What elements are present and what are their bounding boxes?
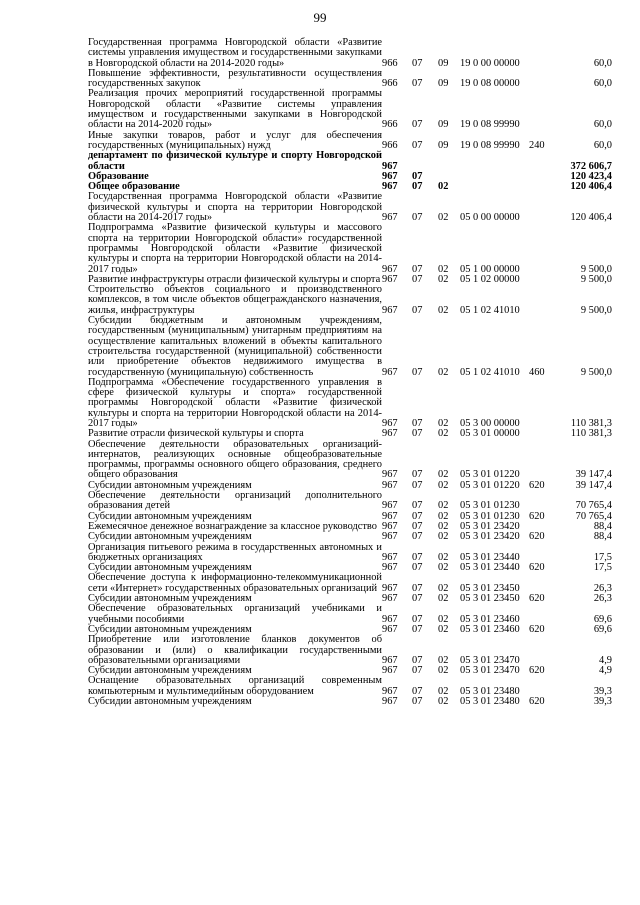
target-item-code: 05 3 01 23450 xyxy=(460,582,520,594)
amount: 110 381,3 xyxy=(570,417,612,429)
department-code: 967 xyxy=(382,510,398,522)
section-code: 07 xyxy=(412,654,423,666)
department-code: 967 xyxy=(382,417,398,429)
target-item-code: 05 3 01 01230 xyxy=(460,500,520,512)
expense-type-code xyxy=(529,378,553,429)
target-item-code: 05 3 01 23420 xyxy=(460,531,520,543)
expense-type-code xyxy=(529,429,553,439)
subsection-code: 02 xyxy=(438,304,449,316)
expense-type-code xyxy=(529,223,553,274)
expense-type-code xyxy=(529,182,553,192)
department-code: 967 xyxy=(382,366,398,378)
target-item-code: 05 3 00 00000 xyxy=(460,417,520,429)
section-code: 07 xyxy=(412,510,423,522)
row-name: Субсидии автономным учреждениям xyxy=(88,562,252,574)
department-code: 967 xyxy=(382,469,398,481)
amount: 120 406,4 xyxy=(570,181,612,193)
department-code: 967 xyxy=(382,428,398,440)
table-row xyxy=(88,378,612,429)
department-code: 967 xyxy=(382,685,398,697)
row-name: Субсидии автономным учреждениям xyxy=(88,531,252,543)
expense-type-code xyxy=(529,275,553,285)
amount: 39,3 xyxy=(593,685,612,697)
table-row xyxy=(88,573,612,594)
subsection-code: 09 xyxy=(438,139,449,151)
expense-type-code xyxy=(529,635,553,666)
amount: 70 765,4 xyxy=(575,510,612,522)
department-code: 967 xyxy=(382,304,398,316)
section-code: 07 xyxy=(412,665,423,677)
expense-type-code: 240 xyxy=(529,139,545,151)
target-item-code: 19 0 08 00000 xyxy=(460,78,520,90)
subsection-code: 02 xyxy=(438,181,449,193)
table-row xyxy=(88,89,612,130)
expense-type-code: 620 xyxy=(529,665,545,677)
department-code: 967 xyxy=(382,593,398,605)
amount: 9 500,0 xyxy=(580,263,612,275)
section-code: 07 xyxy=(412,623,423,635)
expense-type-code xyxy=(529,440,553,481)
expense-type-code xyxy=(529,604,553,625)
section-code: 07 xyxy=(412,139,423,151)
target-item-code: 19 0 08 99990 xyxy=(460,119,520,131)
department-code: 967 xyxy=(382,562,398,574)
section-code: 07 xyxy=(412,582,423,594)
amount: 372 606,7 xyxy=(570,160,612,172)
expense-type-code xyxy=(529,69,553,90)
row-name: Подпрограмма «Развитие физической культуры и массового спорта на территории Новгородской области» государственной программы Новгородской области «Развитие физической культуры и спорта на территории Новгородской области на 2014-2017 годы» xyxy=(88,222,382,275)
target-item-code xyxy=(460,182,529,192)
section-code: 07 xyxy=(412,551,423,563)
target-item-code: 05 0 00 00000 xyxy=(460,212,520,224)
amount: 60,0 xyxy=(593,119,612,131)
table-row xyxy=(88,192,612,223)
row-name: Подпрограмма «Обеспечение государственного управления в сфере физической культуры и спорта» государственной программы Новгородской области «Развитие физической культуры и спорта на территории Новгородской области на 2014-2017 годы» xyxy=(88,376,382,429)
expense-type-code xyxy=(529,491,553,512)
subsection-code: 02 xyxy=(438,562,449,574)
subsection-code: 02 xyxy=(438,263,449,275)
department-code: 967 xyxy=(382,273,398,285)
section-code: 07 xyxy=(412,428,423,440)
amount: 9 500,0 xyxy=(580,273,612,285)
amount: 120 406,4 xyxy=(570,212,612,224)
department-code: 967 xyxy=(382,665,398,677)
expense-type-code xyxy=(529,38,553,69)
row-name: Иные закупки товаров, работ и услуг для обеспечения государственных (муниципальных) нужд xyxy=(88,129,382,151)
row-name: Развитие инфраструктуры отрасли физической культуры и спорта xyxy=(88,273,381,285)
table-row xyxy=(88,131,612,152)
expense-type-code xyxy=(529,285,553,316)
table-row xyxy=(88,635,612,666)
amount: 4,9 xyxy=(599,654,612,666)
subsection-code: 02 xyxy=(438,531,449,543)
subsection-code xyxy=(438,151,460,172)
section-code: 07 xyxy=(412,212,423,224)
department-code: 967 xyxy=(382,531,398,543)
section-code: 07 xyxy=(412,500,423,512)
target-item-code: 05 3 01 23460 xyxy=(460,623,520,635)
section-code: 07 xyxy=(412,78,423,90)
section-code: 07 xyxy=(412,531,423,543)
amount: 39 147,4 xyxy=(575,479,612,491)
subsection-code: 09 xyxy=(438,78,449,90)
amount: 120 423,4 xyxy=(570,170,612,182)
row-name: Общее образование xyxy=(88,181,180,193)
target-item-code: 05 3 01 01230 xyxy=(460,510,520,522)
target-item-code: 05 3 01 23440 xyxy=(460,551,520,563)
section-code: 07 xyxy=(412,263,423,275)
target-item-code: 05 3 01 23470 xyxy=(460,654,520,666)
expense-type-code xyxy=(529,89,553,130)
subsection-code: 02 xyxy=(438,479,449,491)
table-row xyxy=(88,532,612,542)
target-item-code: 05 3 01 23480 xyxy=(460,685,520,697)
row-name: департамент по физической культуре и спорту Новгородской области xyxy=(88,150,382,172)
section-code: 07 xyxy=(412,304,423,316)
row-name: Оснащение образовательных организаций современным компьютерным и мультимедийным оборудованием xyxy=(88,675,382,697)
section-code: 07 xyxy=(412,119,423,131)
subsection-code: 02 xyxy=(438,665,449,677)
budget-table xyxy=(88,38,612,707)
row-name: Обеспечение деятельности образовательных организаций-интернатов, реализующих основные общеобразовательные программы, программы основного общего образования, среднего общего образования xyxy=(88,438,382,481)
amount: 60,0 xyxy=(593,57,612,69)
expense-type-code: 620 xyxy=(529,623,545,635)
table-row xyxy=(88,38,612,69)
amount: 70 765,4 xyxy=(575,500,612,512)
subsection-code: 02 xyxy=(438,685,449,697)
subsection-code: 02 xyxy=(438,696,449,707)
subsection-code: 09 xyxy=(438,57,449,69)
department-code: 967 xyxy=(382,551,398,563)
table-row xyxy=(88,316,612,378)
section-code: 07 xyxy=(412,593,423,605)
department-code: 966 xyxy=(382,78,398,90)
expense-type-code xyxy=(529,676,553,697)
amount: 88,4 xyxy=(593,520,612,532)
department-code: 967 xyxy=(382,623,398,635)
amount: 26,3 xyxy=(593,593,612,605)
target-item-code: 05 3 01 23470 xyxy=(460,665,520,677)
target-item-code: 05 3 01 00000 xyxy=(460,428,520,440)
expense-type-code: 620 xyxy=(529,593,545,605)
table-row xyxy=(88,604,612,625)
amount: 39 147,4 xyxy=(575,469,612,481)
expense-type-code: 620 xyxy=(529,479,545,491)
row-name: Государственная программа Новгородской области «Развитие физической культуры и спорта на территории Новгородской области на 2014-2017 годы» xyxy=(88,191,382,224)
expense-type-code: 620 xyxy=(529,562,545,574)
subsection-code: 02 xyxy=(438,582,449,594)
section-code: 07 xyxy=(412,562,423,574)
subsection-code: 02 xyxy=(438,520,449,532)
page-number: 99 xyxy=(313,10,327,25)
section-code: 07 xyxy=(412,479,423,491)
expense-type-code xyxy=(529,573,553,594)
section-code: 07 xyxy=(412,170,423,182)
target-item-code: 05 3 01 01220 xyxy=(460,469,520,481)
amount: 60,0 xyxy=(593,139,612,151)
section-code: 07 xyxy=(412,366,423,378)
target-item-code: 05 1 02 41010 xyxy=(460,304,520,316)
expense-type-code xyxy=(529,192,553,223)
table-row xyxy=(88,543,612,564)
section-code: 07 xyxy=(412,696,423,707)
amount: 26,3 xyxy=(593,582,612,594)
section-code: 07 xyxy=(412,181,423,193)
subsection-code: 02 xyxy=(438,623,449,635)
table-row xyxy=(88,697,612,707)
target-item-code xyxy=(460,151,529,172)
amount: 60,0 xyxy=(593,78,612,90)
expense-type-code xyxy=(529,543,553,564)
department-code: 967 xyxy=(382,160,398,172)
subsection-code: 02 xyxy=(438,613,449,625)
department-code: 967 xyxy=(382,520,398,532)
expense-type-code: 460 xyxy=(529,366,545,378)
row-name: Обеспечение образовательных организаций учебниками и учебными пособиями xyxy=(88,603,382,625)
section-code: 07 xyxy=(412,57,423,69)
amount: 39,3 xyxy=(593,696,612,707)
row-name: Приобретение или изготовление бланков документов об образовании и (или) о квалификации государственными образовательными организациями xyxy=(88,634,382,666)
row-name: Обеспечение деятельности организаций дополнительного образования детей xyxy=(88,490,382,512)
department-code: 967 xyxy=(382,613,398,625)
amount: 9 500,0 xyxy=(580,304,612,316)
amount: 110 381,3 xyxy=(570,428,612,440)
subsection-code: 02 xyxy=(438,469,449,481)
subsection-code: 02 xyxy=(438,654,449,666)
subsection-code: 02 xyxy=(438,417,449,429)
target-item-code: 05 3 01 23480 xyxy=(460,696,520,707)
department-code: 967 xyxy=(382,582,398,594)
target-item-code: 05 1 02 41010 xyxy=(460,366,520,378)
department-code: 966 xyxy=(382,57,398,69)
department-code: 967 xyxy=(382,170,398,182)
budget-table-body xyxy=(88,38,612,707)
row-name: Субсидии автономным учреждениям xyxy=(88,696,252,707)
amount: 88,4 xyxy=(593,531,612,543)
target-item-code: 05 3 01 23450 xyxy=(460,593,520,605)
subsection-code: 02 xyxy=(438,510,449,522)
section-code: 07 xyxy=(412,469,423,481)
department-code: 967 xyxy=(382,500,398,512)
expense-type-code xyxy=(529,151,553,172)
subsection-code: 09 xyxy=(438,119,449,131)
row-name: Повышение эффективности, результативности осуществления государственных закупок xyxy=(88,67,382,90)
department-code: 966 xyxy=(382,139,398,151)
department-code: 967 xyxy=(382,479,398,491)
row-name: Ежемесячное денежное вознаграждение за классное руководство xyxy=(88,520,377,532)
row-name: Субсидии автономным учреждениям xyxy=(88,623,252,635)
target-item-code: 19 0 00 00000 xyxy=(460,57,520,69)
row-name: Государственная программа Новгородской области «Развитие системы управления имуществом и государственными закупками в Новгородской области на 2014-2020 годы» xyxy=(88,37,382,69)
target-item-code: 05 3 01 01220 xyxy=(460,479,520,491)
target-item-code xyxy=(460,172,529,182)
subsection-code: 02 xyxy=(438,212,449,224)
target-item-code: 05 1 00 00000 xyxy=(460,263,520,275)
row-name: Субсидии автономным учреждениям xyxy=(88,510,252,522)
section-code xyxy=(412,151,438,172)
row-name: Развитие отрасли физической культуры и спорта xyxy=(88,428,304,440)
section-code: 07 xyxy=(412,273,423,285)
amount: 9 500,0 xyxy=(580,366,612,378)
subsection-code: 02 xyxy=(438,593,449,605)
target-item-code: 19 0 08 99990 xyxy=(460,139,520,151)
section-code: 07 xyxy=(412,417,423,429)
row-name: Субсидии автономным учреждениям xyxy=(88,479,252,491)
row-name: Строительство объектов социального и производственного комплексов, в том числе объектов общегражданского назначения, жилья, инфраструктуры xyxy=(88,284,382,316)
department-code: 966 xyxy=(382,119,398,131)
amount: 69,6 xyxy=(593,613,612,625)
row-name: Реализация прочих мероприятий государственной программы Новгородской области «Развитие системы управления имуществом и государственными закупками в Новгородской области на 2014-2020 годы» xyxy=(88,88,382,131)
section-code: 07 xyxy=(412,520,423,532)
amount: 17,5 xyxy=(593,551,612,563)
section-code: 07 xyxy=(412,613,423,625)
subsection-code: 02 xyxy=(438,273,449,285)
department-code: 967 xyxy=(382,654,398,666)
target-item-code: 05 3 01 23420 xyxy=(460,520,520,532)
subsection-code: 02 xyxy=(438,551,449,563)
row-name: Субсидии автономным учреждениям xyxy=(88,665,252,677)
subsection-code: 02 xyxy=(438,500,449,512)
subsection-code: 02 xyxy=(438,366,449,378)
department-code: 967 xyxy=(382,263,398,275)
target-item-code: 05 3 01 23440 xyxy=(460,562,520,574)
table-row xyxy=(88,676,612,697)
expense-type-code: 620 xyxy=(529,531,545,543)
row-name: Обеспечение доступа к информационно-телекоммуникационной сети «Интернет» государственных образовательных организаций xyxy=(88,572,382,594)
expense-type-code xyxy=(529,172,553,182)
row-name: Субсидии автономным учреждениям xyxy=(88,593,252,605)
amount: 17,5 xyxy=(593,562,612,574)
department-code: 967 xyxy=(382,181,398,193)
expense-type-code: 620 xyxy=(529,510,545,522)
table-row xyxy=(88,440,612,481)
target-item-code: 05 3 01 23460 xyxy=(460,613,520,625)
row-name: Субсидии бюджетным и автономным учреждениям, государственным (муниципальным) унитарным предприятиям на осуществление капитальных вложений в объекты капитального строительства государственной (муниципальной) собственности или приобретение объектов недвижимого имущества в государственную (муниципальную) собственность xyxy=(88,315,382,378)
table-row xyxy=(88,69,612,90)
amount: 4,9 xyxy=(599,665,612,677)
table-row xyxy=(88,491,612,512)
section-code: 07 xyxy=(412,685,423,697)
amount: 69,6 xyxy=(593,623,612,635)
table-row xyxy=(88,223,612,274)
expense-type-code: 620 xyxy=(529,696,545,707)
table-row xyxy=(88,285,612,316)
target-item-code: 05 1 02 00000 xyxy=(460,273,520,285)
table-row xyxy=(88,151,612,172)
row-name: Организация питьевого режима в государственных автономных и бюджетных организациях xyxy=(88,541,382,563)
subsection-code: 02 xyxy=(438,428,449,440)
department-code: 967 xyxy=(382,212,398,224)
row-name: Образование xyxy=(88,170,149,182)
department-code: 967 xyxy=(382,696,398,707)
